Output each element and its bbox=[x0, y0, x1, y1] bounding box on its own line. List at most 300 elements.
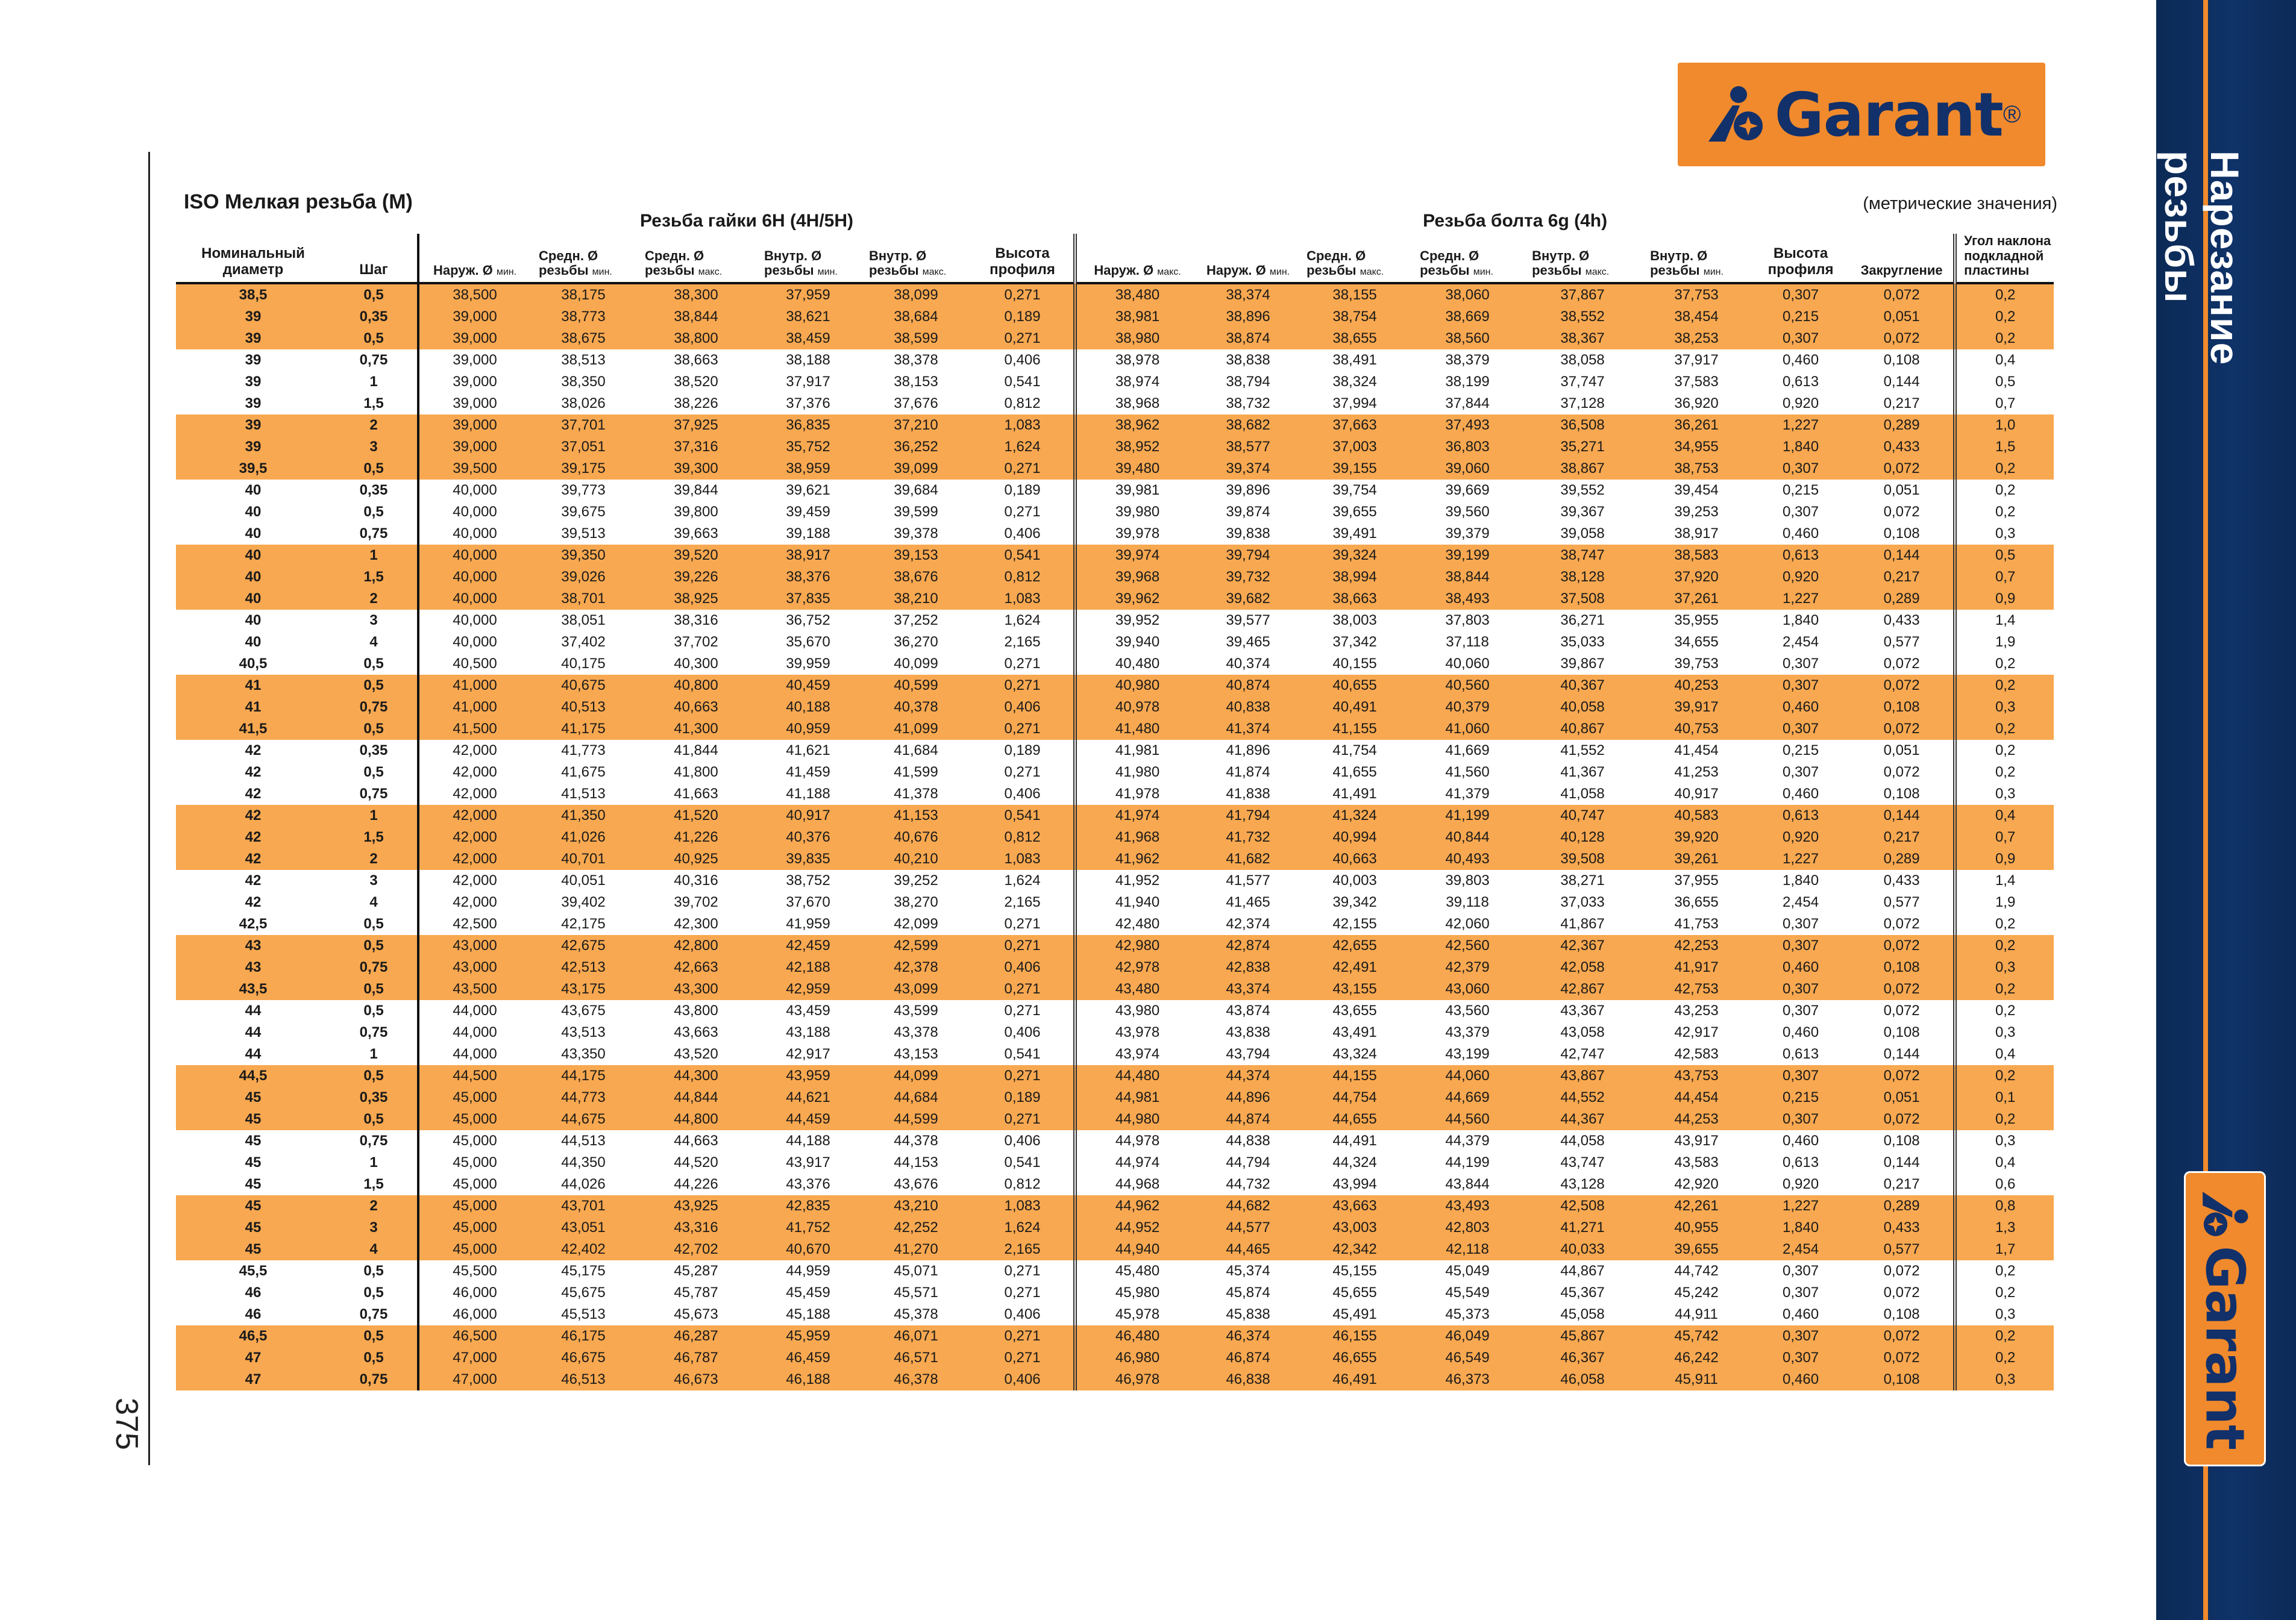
table-cell: 0,072 bbox=[1850, 935, 1955, 957]
table-cell: 0,406 bbox=[971, 696, 1075, 718]
table-row bbox=[176, 1282, 2054, 1304]
table-cell: 42,599 bbox=[861, 935, 971, 957]
table-cell: 38,577 bbox=[1198, 436, 1298, 458]
table-cell: 38,051 bbox=[561, 612, 606, 628]
table-cell: 38,226 bbox=[674, 395, 718, 411]
column-header bbox=[418, 234, 530, 283]
table-cell: 39,968 bbox=[1075, 566, 1198, 588]
table-cell: 39,754 bbox=[1332, 482, 1377, 498]
table-cell: 40,051 bbox=[561, 872, 606, 889]
table-cell: 39,118 bbox=[1446, 894, 1489, 910]
table-cell: 45,571 bbox=[894, 1284, 938, 1301]
column-header bbox=[1751, 234, 1850, 283]
table-cell: 43,376 bbox=[786, 1176, 830, 1192]
table-cell: 45,188 bbox=[786, 1306, 830, 1322]
table-cell: 2 bbox=[330, 1195, 418, 1217]
table-cell: 3 bbox=[330, 1217, 418, 1239]
table-cell: 0,35 bbox=[330, 306, 418, 328]
table-cell: 1,840 bbox=[1751, 436, 1850, 458]
table-cell: 39,917 bbox=[1642, 696, 1751, 718]
table-cell: 40,513 bbox=[530, 696, 636, 718]
table-cell: 0,108 bbox=[1850, 957, 1955, 978]
table-cell: 1,227 bbox=[1751, 588, 1850, 610]
table-cell: 0,406 bbox=[1004, 1306, 1041, 1322]
table-cell: 0,5 bbox=[330, 935, 418, 957]
table-cell: 0,215 bbox=[1751, 306, 1850, 328]
table-cell: 1,5 bbox=[1955, 436, 2054, 458]
table-cell: 45 bbox=[245, 1133, 262, 1149]
table-row bbox=[176, 283, 2054, 306]
table-cell: 0,406 bbox=[971, 1369, 1075, 1390]
table-row bbox=[176, 501, 2054, 523]
table-cell: 39,552 bbox=[1560, 482, 1605, 498]
table-cell: 46,000 bbox=[418, 1282, 530, 1304]
table-cell: 46,675 bbox=[530, 1347, 636, 1369]
table-cell: 39,374 bbox=[1198, 458, 1298, 480]
column-header-label: Шаг bbox=[359, 261, 388, 278]
table-cell: 43,000 bbox=[418, 957, 530, 978]
table-cell: 39,465 bbox=[1226, 634, 1270, 650]
table-cell: 37,402 bbox=[561, 634, 606, 650]
table-cell: 38,754 bbox=[1298, 306, 1411, 328]
table-cell: 0,5 bbox=[330, 675, 418, 696]
table-row bbox=[176, 892, 2054, 913]
table-cell: 39,000 bbox=[418, 349, 530, 371]
table-cell: 42,459 bbox=[756, 935, 861, 957]
table-cell: 0,3 bbox=[1955, 783, 2054, 805]
table-cell: 38,959 bbox=[756, 458, 861, 480]
table-cell: 39,513 bbox=[561, 525, 606, 542]
table-cell: 38,350 bbox=[561, 374, 606, 390]
table-cell: 0,051 bbox=[1850, 1087, 1955, 1109]
table-cell: 42 bbox=[176, 805, 330, 827]
table-cell: 44,480 bbox=[1075, 1065, 1198, 1087]
table-cell: 1,0 bbox=[1955, 414, 2054, 436]
table-cell: 42,118 bbox=[1411, 1239, 1523, 1260]
table-cell: 42 bbox=[245, 872, 262, 889]
table-row bbox=[176, 1369, 2054, 1390]
table-cell: 41,874 bbox=[1226, 764, 1270, 780]
table-cell: 39,058 bbox=[1560, 525, 1605, 542]
table-cell: 46,374 bbox=[1198, 1325, 1298, 1347]
table-cell: 42,702 bbox=[636, 1239, 756, 1260]
table-cell: 1,624 bbox=[1004, 872, 1041, 889]
table-cell: 40,210 bbox=[861, 848, 971, 870]
table-cell: 46,000 bbox=[418, 1304, 530, 1325]
table-cell: 40 bbox=[245, 482, 262, 498]
table-cell: 44,684 bbox=[861, 1087, 971, 1109]
table-cell: 45,655 bbox=[1332, 1284, 1377, 1301]
table-cell: 44,968 bbox=[1075, 1174, 1198, 1195]
table-cell: 39,480 bbox=[1075, 458, 1198, 480]
table-cell: 40,493 bbox=[1411, 848, 1523, 870]
table-cell: 0,460 bbox=[1783, 525, 1819, 542]
table-cell: 0,577 bbox=[1850, 1239, 1955, 1260]
table-cell: 45,5 bbox=[239, 1263, 268, 1279]
table-cell: 0,072 bbox=[1850, 1325, 1955, 1347]
table-cell: 0,215 bbox=[1783, 482, 1819, 498]
table-cell: 38,493 bbox=[1411, 588, 1523, 610]
table-cell: 0,271 bbox=[971, 458, 1075, 480]
table-cell: 2,165 bbox=[971, 1239, 1075, 1260]
table-cell: 39,000 bbox=[418, 414, 530, 436]
table-cell: 41,621 bbox=[786, 742, 830, 758]
table-cell: 44,742 bbox=[1674, 1263, 1719, 1279]
table-cell: 38,753 bbox=[1642, 458, 1751, 480]
table-cell: 0,271 bbox=[971, 283, 1075, 306]
column-header-sub: макс. bbox=[1157, 267, 1181, 278]
column-header bbox=[1075, 234, 1198, 283]
table-cell: 44,226 bbox=[674, 1176, 718, 1192]
table-cell: 0,2 bbox=[1955, 1109, 2054, 1130]
table-cell: 0,406 bbox=[1004, 352, 1041, 368]
table-cell: 41,379 bbox=[1445, 786, 1490, 802]
table-cell: 39,261 bbox=[1642, 848, 1751, 870]
table-cell: 0,072 bbox=[1850, 1065, 1955, 1087]
table-cell: 42,342 bbox=[1298, 1239, 1411, 1260]
table-cell: 39,981 bbox=[1075, 480, 1198, 501]
table-cell: 0,215 bbox=[1751, 1087, 1850, 1109]
column-header-sub: мин. bbox=[592, 267, 612, 278]
table-cell: 0,7 bbox=[1955, 827, 2054, 848]
table-row bbox=[176, 1065, 2054, 1087]
table-cell: 39,300 bbox=[636, 458, 756, 480]
table-cell: 38,324 bbox=[1332, 374, 1377, 390]
table-cell: 46,155 bbox=[1298, 1325, 1411, 1347]
table-row bbox=[176, 566, 2054, 588]
table-cell: 39,773 bbox=[561, 482, 606, 498]
table-cell: 44,000 bbox=[418, 1022, 530, 1043]
table-cell: 44,491 bbox=[1332, 1133, 1377, 1149]
table-cell: 45,000 bbox=[418, 1130, 530, 1152]
table-cell: 0,35 bbox=[330, 1087, 418, 1109]
table-cell: 43,520 bbox=[674, 1046, 718, 1062]
table-cell: 0,072 bbox=[1850, 283, 1955, 306]
table-cell: 42,663 bbox=[636, 957, 756, 978]
table-cell: 44,153 bbox=[894, 1154, 938, 1171]
side-brand-logo bbox=[2184, 1171, 2266, 1466]
table-cell: 2,454 bbox=[1751, 1239, 1850, 1260]
table-cell: 42,000 bbox=[418, 848, 530, 870]
table-row bbox=[176, 913, 2054, 935]
table-cell: 38,981 bbox=[1075, 306, 1198, 328]
table-cell: 40 bbox=[245, 634, 262, 650]
table-cell: 40,917 bbox=[756, 805, 861, 827]
table-cell: 45,480 bbox=[1075, 1260, 1198, 1282]
table-cell: 46,367 bbox=[1523, 1347, 1642, 1369]
table-cell: 38,701 bbox=[530, 588, 636, 610]
table-cell: 44,253 bbox=[1642, 1109, 1751, 1130]
table-cell: 0,144 bbox=[1850, 545, 1955, 566]
table-cell: 0,072 bbox=[1883, 1263, 1920, 1279]
table-cell: 40,844 bbox=[1411, 827, 1523, 848]
table-cell: 0,613 bbox=[1783, 374, 1819, 390]
table-cell: 0,460 bbox=[1783, 352, 1819, 368]
table-cell: 38,867 bbox=[1523, 458, 1642, 480]
table-cell: 0,307 bbox=[1751, 718, 1850, 740]
column-header bbox=[330, 234, 418, 283]
table-cell: 41,974 bbox=[1075, 805, 1198, 827]
table-cell: 39,800 bbox=[674, 504, 718, 520]
table-cell: 38,663 bbox=[1298, 588, 1411, 610]
table-cell: 1,5 bbox=[363, 1176, 384, 1192]
table-cell: 0,577 bbox=[1883, 894, 1920, 910]
brand-registered: ® bbox=[2003, 101, 2021, 128]
table-cell: 45,980 bbox=[1075, 1282, 1198, 1304]
table-cell: 42,513 bbox=[530, 957, 636, 978]
table-cell: 44,060 bbox=[1411, 1065, 1523, 1087]
brand-name: Garant bbox=[1774, 79, 2003, 150]
table-cell: 39,974 bbox=[1075, 545, 1198, 566]
table-cell: 40,670 bbox=[756, 1239, 861, 1260]
table-cell: 45,367 bbox=[1560, 1284, 1605, 1301]
table-cell: 38,599 bbox=[861, 328, 971, 349]
table-cell: 43,199 bbox=[1445, 1046, 1490, 1062]
table-cell: 0,307 bbox=[1751, 978, 1850, 1000]
table-row bbox=[176, 696, 2054, 718]
table-row bbox=[176, 1000, 2054, 1022]
table-cell: 0,289 bbox=[1850, 414, 1955, 436]
table-cell: 43,493 bbox=[1411, 1195, 1523, 1217]
table-cell: 0,072 bbox=[1883, 655, 1920, 672]
table-cell: 44,669 bbox=[1411, 1087, 1523, 1109]
table-cell: 38,980 bbox=[1075, 328, 1198, 349]
table-cell: 0,812 bbox=[971, 827, 1075, 848]
table-cell: 40,655 bbox=[1298, 675, 1411, 696]
table-cell: 39,959 bbox=[786, 655, 830, 672]
column-header-sub: макс. bbox=[1360, 267, 1384, 278]
table-cell: 39,155 bbox=[1298, 458, 1411, 480]
table-cell: 44,000 bbox=[418, 1043, 530, 1065]
table-cell: 38,669 bbox=[1411, 306, 1523, 328]
table-cell: 40 bbox=[176, 545, 330, 566]
table-cell: 38,376 bbox=[756, 566, 861, 588]
table-cell: 44,621 bbox=[756, 1087, 861, 1109]
table-cell: 0,35 bbox=[359, 742, 388, 758]
table-cell: 0,5 bbox=[363, 504, 384, 520]
table-cell: 40,058 bbox=[1523, 696, 1642, 718]
table-cell: 0,271 bbox=[971, 1065, 1075, 1087]
table-cell: 43,663 bbox=[1298, 1195, 1411, 1217]
table-cell: 39 bbox=[245, 374, 262, 390]
table-cell: 38,552 bbox=[1523, 306, 1642, 328]
table-row bbox=[176, 1109, 2054, 1130]
table-cell: 41,794 bbox=[1198, 805, 1298, 827]
table-cell: 44 bbox=[245, 1046, 262, 1062]
table-cell: 0,75 bbox=[330, 957, 418, 978]
table-cell: 41,465 bbox=[1226, 894, 1270, 910]
table-cell: 43,253 bbox=[1674, 1002, 1719, 1019]
table-cell: 43,844 bbox=[1445, 1176, 1490, 1192]
table-cell: 1,3 bbox=[1955, 1217, 2054, 1239]
table-cell: 0,271 bbox=[971, 935, 1075, 957]
table-cell: 42,000 bbox=[418, 892, 530, 913]
table-cell: 0,108 bbox=[1883, 786, 1920, 802]
table-cell: 38,520 bbox=[674, 374, 718, 390]
table-row bbox=[176, 762, 2054, 783]
table-cell: 43,099 bbox=[861, 978, 971, 1000]
table-row bbox=[176, 523, 2054, 545]
table-cell: 0,108 bbox=[1883, 525, 1920, 542]
table-cell: 38,253 bbox=[1642, 328, 1751, 349]
table-cell: 41,684 bbox=[894, 742, 938, 758]
table-cell: 41,896 bbox=[1226, 742, 1270, 758]
table-cell: 44,379 bbox=[1445, 1133, 1490, 1149]
table-cell: 0,2 bbox=[1955, 1325, 2054, 1347]
table-cell: 38,655 bbox=[1298, 328, 1411, 349]
table-cell: 37,663 bbox=[1298, 414, 1411, 436]
table-cell: 0,108 bbox=[1850, 696, 1955, 718]
table-cell: 45,378 bbox=[894, 1306, 938, 1322]
table-cell: 43 bbox=[176, 957, 330, 978]
table-cell: 38,896 bbox=[1198, 306, 1298, 328]
table-cell: 0,072 bbox=[1850, 675, 1955, 696]
table-cell: 43,459 bbox=[786, 1002, 830, 1019]
table-cell: 44,454 bbox=[1642, 1087, 1751, 1109]
table-cell: 40,917 bbox=[1674, 786, 1719, 802]
table-cell: 43,980 bbox=[1075, 1000, 1198, 1022]
side-brand-name: Garant bbox=[2194, 1246, 2256, 1451]
units-note: (метрические значения) bbox=[1863, 194, 2057, 213]
table-cell: 44,732 bbox=[1226, 1176, 1270, 1192]
table-cell: 39,520 bbox=[636, 545, 756, 566]
table-cell: 44,754 bbox=[1298, 1087, 1411, 1109]
table-cell: 1,4 bbox=[1955, 870, 2054, 892]
table-cell: 1,083 bbox=[971, 1195, 1075, 1217]
table-row bbox=[176, 1325, 2054, 1347]
table-cell: 42,175 bbox=[561, 916, 606, 932]
table-cell: 38,752 bbox=[786, 872, 830, 889]
table-cell: 38,974 bbox=[1075, 371, 1198, 393]
table-cell: 45,500 bbox=[418, 1260, 530, 1282]
table-cell: 0,460 bbox=[1751, 1369, 1850, 1390]
table-cell: 41,940 bbox=[1075, 892, 1198, 913]
table-cell: 0,460 bbox=[1783, 1024, 1819, 1040]
table-cell: 1 bbox=[330, 805, 418, 827]
table-cell: 37,003 bbox=[1298, 436, 1411, 458]
table-cell: 42,374 bbox=[1226, 916, 1270, 932]
table-cell: 43,675 bbox=[561, 1002, 606, 1019]
table-cell: 0,307 bbox=[1751, 935, 1850, 957]
table-cell: 38,917 bbox=[756, 545, 861, 566]
table-cell: 44,324 bbox=[1332, 1154, 1377, 1171]
table-cell: 37,701 bbox=[530, 414, 636, 436]
table-cell: 0,2 bbox=[1955, 1000, 2054, 1022]
table-cell: 0,6 bbox=[1955, 1174, 2054, 1195]
table-row bbox=[176, 653, 2054, 675]
table-cell: 44,838 bbox=[1226, 1133, 1270, 1149]
table-cell: 38,379 bbox=[1445, 352, 1490, 368]
table-cell: 43,513 bbox=[561, 1024, 606, 1040]
table-cell: 38,128 bbox=[1523, 566, 1642, 588]
table-cell: 39,952 bbox=[1075, 610, 1198, 631]
table-cell: 40,701 bbox=[530, 848, 636, 870]
table-cell: 43,350 bbox=[561, 1046, 606, 1062]
table-cell: 38,003 bbox=[1332, 612, 1377, 628]
table-cell: 46,175 bbox=[530, 1325, 636, 1347]
table-cell: 42,491 bbox=[1298, 957, 1411, 978]
table-cell: 38,583 bbox=[1642, 545, 1751, 566]
table-cell: 40,000 bbox=[418, 631, 530, 653]
table-cell: 40,480 bbox=[1075, 653, 1198, 675]
table-cell: 47,000 bbox=[418, 1347, 530, 1369]
table-cell: 43,917 bbox=[786, 1154, 830, 1171]
table-cell: 38,676 bbox=[861, 566, 971, 588]
table-cell: 39,655 bbox=[1642, 1239, 1751, 1260]
table-cell: 38,675 bbox=[530, 328, 636, 349]
table-cell: 1 bbox=[369, 1046, 378, 1062]
table-cell: 39,350 bbox=[530, 545, 636, 566]
table-cell: 0,108 bbox=[1883, 352, 1920, 368]
table-cell: 0,5 bbox=[330, 1347, 418, 1369]
thread-table bbox=[176, 208, 2054, 1390]
table-cell: 38,978 bbox=[1075, 349, 1198, 371]
table-cell: 0,072 bbox=[1850, 1109, 1955, 1130]
table-row bbox=[176, 718, 2054, 740]
table-cell: 46,049 bbox=[1411, 1325, 1523, 1347]
table-cell: 41 bbox=[176, 675, 330, 696]
table-cell: 43,000 bbox=[418, 935, 530, 957]
table-cell: 43,378 bbox=[894, 1024, 938, 1040]
table-cell: 0,2 bbox=[1955, 328, 2054, 349]
table-cell: 39,324 bbox=[1298, 545, 1411, 566]
table-cell: 43,500 bbox=[418, 978, 530, 1000]
table-cell: 46,5 bbox=[176, 1325, 330, 1347]
table-cell: 40 bbox=[245, 504, 262, 520]
table-cell: 42,300 bbox=[674, 916, 718, 932]
table-cell: 39,000 bbox=[418, 371, 530, 393]
table-cell: 38,271 bbox=[1560, 872, 1605, 889]
table-cell: 42,5 bbox=[239, 916, 268, 932]
table-cell: 38,500 bbox=[418, 283, 530, 306]
table-cell: 40,003 bbox=[1332, 872, 1377, 889]
column-header bbox=[861, 234, 971, 283]
table-cell: 45,175 bbox=[561, 1263, 606, 1279]
table-row bbox=[176, 1217, 2054, 1239]
table-cell: 40,978 bbox=[1075, 696, 1198, 718]
table-cell: 41,754 bbox=[1332, 742, 1377, 758]
table-cell: 0,307 bbox=[1783, 916, 1819, 932]
column-header-label: Наруж. Ø bbox=[433, 263, 493, 278]
table-cell: 43,188 bbox=[786, 1024, 830, 1040]
table-cell: 0,75 bbox=[330, 1369, 418, 1390]
table-cell: 34,655 bbox=[1674, 634, 1719, 650]
table-cell: 43,655 bbox=[1332, 1002, 1377, 1019]
table-cell: 0,2 bbox=[1955, 458, 2054, 480]
table-cell: 0,460 bbox=[1783, 786, 1819, 802]
table-cell: 38,838 bbox=[1226, 352, 1270, 368]
table-cell: 2,454 bbox=[1783, 894, 1819, 910]
table-cell: 0,7 bbox=[1955, 566, 2054, 588]
table-cell: 39,378 bbox=[894, 525, 938, 542]
table-cell: 46,242 bbox=[1642, 1347, 1751, 1369]
table-cell: 39,060 bbox=[1411, 458, 1523, 480]
table-cell: 43,959 bbox=[756, 1065, 861, 1087]
table-cell: 45,000 bbox=[418, 1087, 530, 1109]
table-cell: 45 bbox=[176, 1195, 330, 1217]
column-header bbox=[1955, 234, 2054, 283]
table-cell: 40,175 bbox=[561, 655, 606, 672]
table-cell: 42,367 bbox=[1523, 935, 1642, 957]
table-cell: 2,165 bbox=[1004, 894, 1041, 910]
table-cell: 42,980 bbox=[1075, 935, 1198, 957]
table-cell: 0,3 bbox=[1955, 1369, 2054, 1390]
table-cell: 44 bbox=[245, 1002, 262, 1019]
table-cell: 37,493 bbox=[1411, 414, 1523, 436]
table-cell: 45,513 bbox=[561, 1306, 606, 1322]
table-cell: 39,226 bbox=[636, 566, 756, 588]
table-cell: 43,128 bbox=[1560, 1176, 1605, 1192]
